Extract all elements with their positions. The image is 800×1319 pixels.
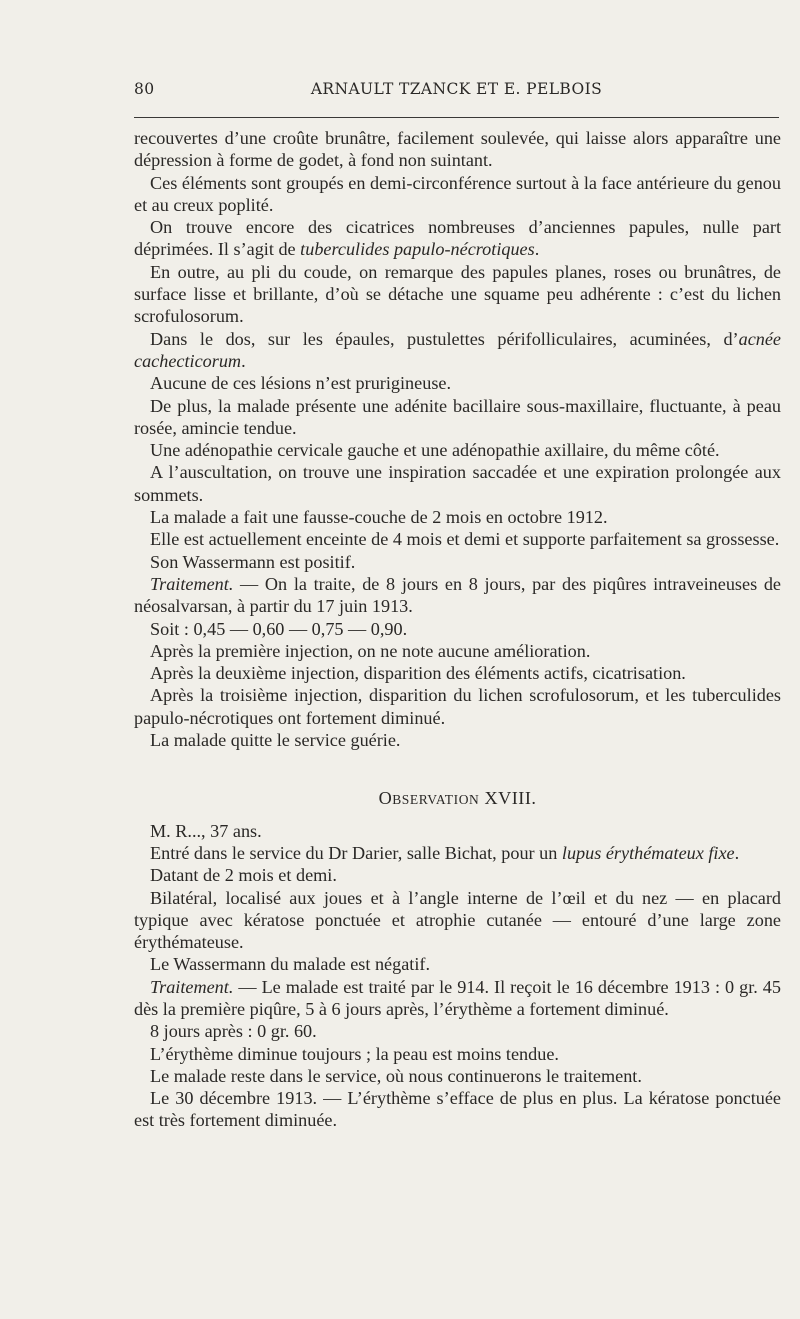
paragraph: La malade quitte le service guérie. <box>150 730 401 751</box>
paragraph: Soit : 0,45 — 0,60 — 0,75 — 0,90. <box>150 618 408 639</box>
paragraph: Après la deuxième injection, disparition des éléments actifs, cicatrisation. <box>150 663 686 684</box>
paragraph: L’érythème diminue toujours ; la peau est moins tendue. <box>150 1043 559 1064</box>
paragraph: Le 30 décembre 1913. — L’érythème s’efface de plus en plus. La kératose ponctuée est très fortement diminuée. <box>134 1088 781 1131</box>
paragraph: Le malade reste dans le service, où nous continuerons le traitement. <box>150 1065 642 1086</box>
paragraph: Après la troisième injection, disparition du lichen scrofulosorum, et les tuberculides papulo-nécrotiques ont fortement diminué. <box>134 685 781 728</box>
paragraph: Son Wassermann est positif. <box>150 551 356 572</box>
running-header <box>134 80 779 102</box>
paragraph: 8 jours après : 0 gr. 60. <box>150 1021 317 1042</box>
paragraph: Dans le dos, sur les épaules, pustulettes périfolliculaires, acuminées, d’acnée cachecticorum. <box>134 328 781 371</box>
paragraph: Ces éléments sont groupés en demi-circonférence surtout à la face antérieure du genou et au creux poplité. <box>134 172 781 215</box>
paragraph: Le Wassermann du malade est négatif. <box>150 954 431 975</box>
header-rule <box>134 117 779 118</box>
page-number: 80 <box>134 80 155 98</box>
paragraph: Une adénopathie cervicale gauche et une adénopathie axillaire, du même côté. <box>150 440 720 461</box>
paragraph: Entré dans le service du Dr Darier, salle Bichat, pour un lupus érythémateux fixe. <box>150 842 740 863</box>
paragraph: Traitement. — On la traite, de 8 jours en 8 jours, par des piqûres intraveineuses de néosalvarsan, à partir du 17 juin 1913. <box>134 573 781 617</box>
paragraph: Aucune de ces lésions n’est prurigineuse. <box>150 373 452 394</box>
paragraph: La malade a fait une fausse-couche de 2 mois en octobre 1912. <box>150 507 608 528</box>
observation-heading: OBSERVATION XVIII. <box>378 788 537 809</box>
paragraph: recouvertes d’une croûte brunâtre, facilement soulevée, qui laisse alors apparaître une dépression à forme de godet, à fond non suintant. <box>134 128 781 171</box>
paragraph: En outre, au pli du coude, on remarque des papules planes, roses ou brunâtres, de surface lisse et brillante, d’où se détache une squame peu adhérente : c’est du lichen scrofulosorum. <box>134 261 781 327</box>
paragraph: Bilatéral, localisé aux joues et à l’angle interne de l’œil et du nez — en placard typique avec kératose ponctuée et atrophie cutanée — entouré d’une large zone érythémateuse. <box>134 887 781 953</box>
paragraph: De plus, la malade présente une adénite bacillaire sous-maxillaire, fluctuante, à peau rosée, amincie tendue. <box>134 395 781 438</box>
paragraph: Elle est actuellement enceinte de 4 mois et demi et supporte parfaitement sa grossesse. <box>150 529 780 550</box>
paragraph: M. R..., 37 ans. <box>150 820 262 841</box>
body-text <box>134 127 781 1132</box>
paragraph: A l’auscultation, on trouve une inspiration saccadée et une expiration prolongée aux sommets. <box>134 462 781 505</box>
running-title: ARNAULT TZANCK ET E. PELBOIS <box>310 80 603 98</box>
paragraph: On trouve encore des cicatrices nombreuses d’anciennes papules, nulle part déprimées. Il s’agit de tuberculides papulo-nécrotiques. <box>134 217 781 260</box>
paragraph: Traitement. — Le malade est traité par le 914. Il reçoit le 16 décembre 1913 : 0 gr. 45 dès la première piqûre, 5 à 6 jours après, l’érythème a fortement diminué. <box>134 976 781 1019</box>
paragraph: Datant de 2 mois et demi. <box>150 865 337 886</box>
paragraph: Après la première injection, on ne note aucune amélioration. <box>150 640 591 661</box>
